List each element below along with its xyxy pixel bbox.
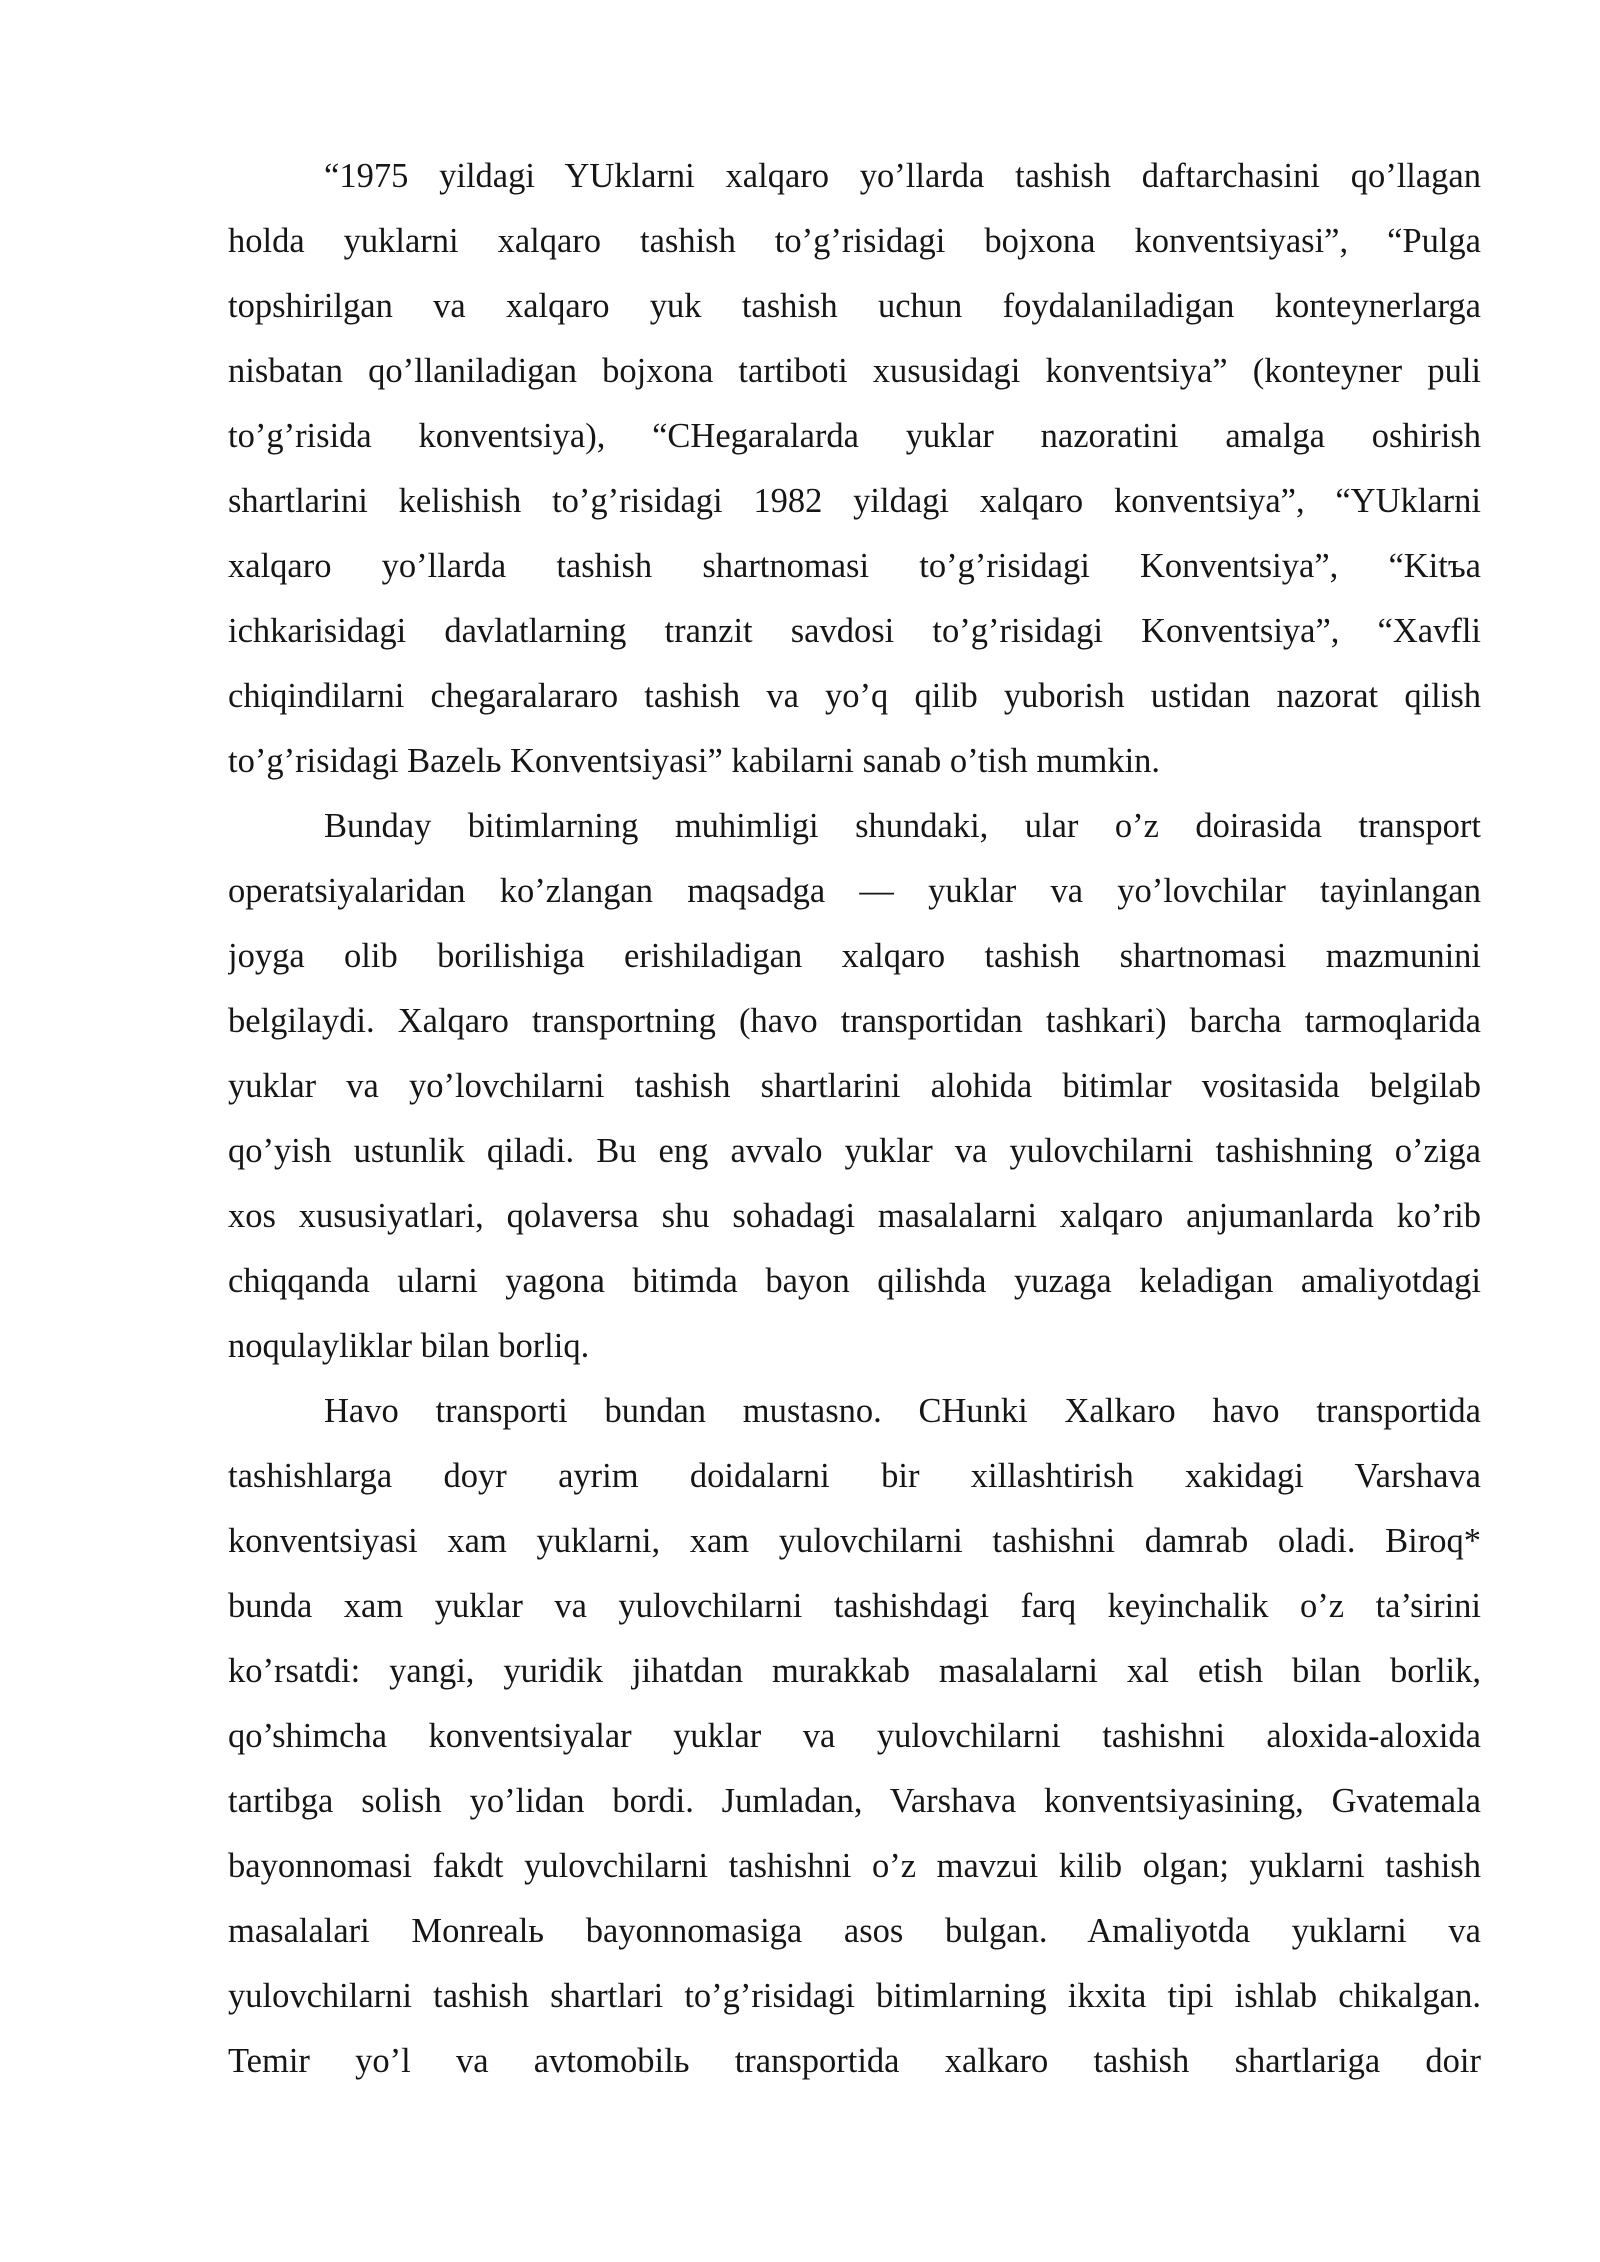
text-line: tartibga solish yo’lidan bordi. Jumladan, Varshava konventsiyasining, Gvatemala xyxy=(228,1782,1481,1820)
text-line: Havo transporti bundan mustasno. CHunki Xalkaro havo transportida xyxy=(324,1392,1481,1430)
text-line: masalalari Monrealь bayonnomasiga asos bulgan. Amaliyotda yuklarni va xyxy=(228,1912,1481,1950)
text-line: konventsiyasi xam yuklarni, xam yulovchilarni tashishni damrab oladi. Biroq* xyxy=(228,1522,1481,1560)
text-line: qo’shimcha konventsiyalar yuklar va yulovchilarni tashishni aloxida-aloxida xyxy=(228,1717,1481,1755)
text-line: tashishlarga doyr ayrim doidalarni bir xillashtirish xakidagi Varshava xyxy=(228,1457,1481,1495)
text-line: shartlarini kelishish to’g’risidagi 1982 yildagi xalqaro konventsiya”, “YUklarni xyxy=(228,482,1481,520)
paragraph xyxy=(228,1379,1481,2094)
text-line: chiqindilarni chegaralararo tashish va yo’q qilib yuborish ustidan nazorat qilish xyxy=(228,677,1481,715)
text-line: xos xususiyatlari, qolaversa shu sohadagi masalalarni xalqaro anjumanlarda ko’rib xyxy=(228,1197,1481,1235)
text-line: operatsiyalaridan ko’zlangan maqsadga — yuklar va yo’lovchilar tayinlangan xyxy=(228,872,1481,910)
text-line: bayonnomasi fakdt yulovchilarni tashishni o’z mavzui kilib olgan; yuklarni tashish xyxy=(228,1847,1481,1885)
text-line: ichkarisidagi davlatlarning tranzit savdosi to’g’risidagi Konventsiya”, “Xavfli xyxy=(228,612,1481,650)
text-line: to’g’risidagi Bazelь Konventsiyasi” kabilarni sanab o’tish mumkin. xyxy=(228,742,1161,780)
text-line: yuklar va yo’lovchilarni tashish shartlarini alohida bitimlar vositasida belgilab xyxy=(228,1067,1481,1105)
text-line: noqulayliklar bilan borliq. xyxy=(228,1327,590,1365)
paragraph xyxy=(228,794,1481,1379)
text-line: to’g’risida konventsiya), “CHegaralarda yuklar nazoratini amalga oshirish xyxy=(228,417,1481,455)
text-line: Temir yo’l va avtomobilь transportida xalkaro tashish shartlariga doir xyxy=(228,2042,1481,2080)
text-line: qo’yish ustunlik qiladi. Bu eng avvalo yuklar va yulovchilarni tashishning o’ziga xyxy=(228,1132,1481,1170)
text-line: ko’rsatdi: yangi, yuridik jihatdan murakkab masalalarni xal etish bilan borlik, xyxy=(228,1652,1481,1690)
text-line: yulovchilarni tashish shartlari to’g’risidagi bitimlarning ikxita tipi ishlab chikalgan. xyxy=(228,1977,1481,2015)
text-line: belgilaydi. Xalqaro transportning (havo transportidan tashkari) barcha tarmoqlarida xyxy=(228,1002,1481,1040)
document-body xyxy=(228,144,1481,2094)
text-line: chiqqanda ularni yagona bitimda bayon qilishda yuzaga keladigan amaliyotdagi xyxy=(228,1262,1481,1300)
text-line: Bunday bitimlarning muhimligi shundaki, ular o’z doirasida transport xyxy=(324,807,1481,845)
paragraph xyxy=(228,144,1481,794)
text-line: topshirilgan va xalqaro yuk tashish uchun foydalaniladigan konteynerlarga xyxy=(228,287,1481,325)
text-line: joyga olib borilishiga erishiladigan xalqaro tashish shartnomasi mazmunini xyxy=(228,937,1481,975)
text-line: “1975 yildagi YUklarni xalqaro yo’llarda tashish daftarchasini qo’llagan xyxy=(324,157,1481,195)
text-line: holda yuklarni xalqaro tashish to’g’risidagi bojxona konventsiyasi”, “Pulga xyxy=(228,222,1481,260)
text-line: bunda xam yuklar va yulovchilarni tashishdagi farq keyinchalik o’z ta’sirini xyxy=(228,1587,1481,1625)
text-line: xalqaro yo’llarda tashish shartnomasi to’g’risidagi Konventsiya”, “Kitъa xyxy=(228,547,1481,585)
text-line: nisbatan qo’llaniladigan bojxona tartiboti xususidagi konventsiya” (konteyner puli xyxy=(228,352,1481,390)
